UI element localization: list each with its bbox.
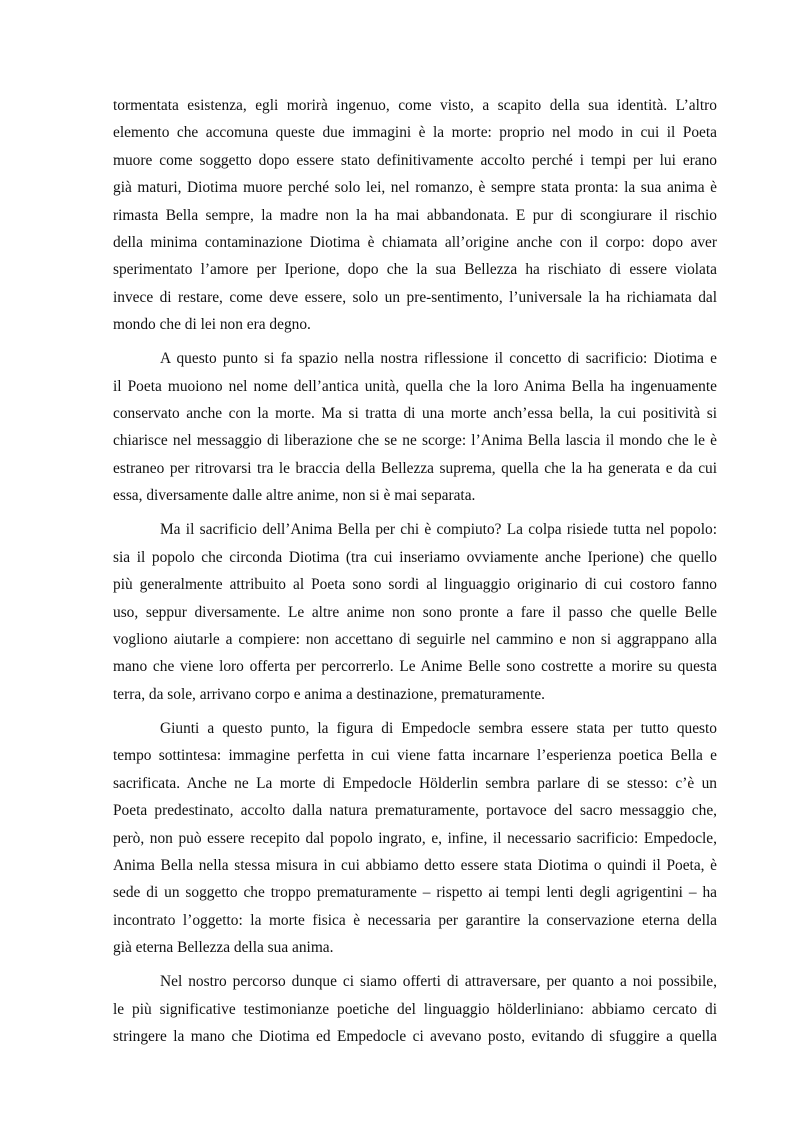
paragraph-gap xyxy=(113,510,717,517)
text-line: uso, seppur diversamente. Le altre anime non sono pronte a fare il passo che quelle Belle xyxy=(113,603,717,621)
paragraph xyxy=(113,715,717,962)
text-line: Anima Bella nella stessa misura in cui abbiamo detto essere stata Diotima o quindi il Poeta, è xyxy=(113,856,717,874)
text-line: A questo punto si fa spazio nella nostra riflessione il concetto di sacrificio: Diotima e xyxy=(160,350,717,368)
text-line: sperimentato l’amore per Iperione, dopo che la sua Bellezza ha rischiato di essere violata xyxy=(113,261,717,279)
text-line: vogliono aiutarle a compiere: non accettano di seguirle nel cammino e non si aggrappano alla xyxy=(113,631,717,649)
text-line: chiarisce nel messaggio di liberazione che se ne scorge: l’Anima Bella lascia il mondo che le è xyxy=(113,432,717,450)
text-line: elemento che accomuna queste due immagini è la morte: proprio nel modo in cui il Poeta xyxy=(113,124,717,142)
text-line: tormentata esistenza, egli morirà ingenuo, come visto, a scapito della sua identità. L’altro xyxy=(113,97,717,114)
text-line: sia il popolo che circonda Diotima (tra cui inseriamo ovviamente anche Iperione) che quello xyxy=(113,548,717,566)
paragraph-gap xyxy=(113,708,717,715)
text-line: Nel nostro percorso dunque ci siamo offerti di attraversare, per quanto a noi possibile, xyxy=(160,973,717,991)
text-line: conservato anche con la morte. Ma si tratta di una morte anch’essa bella, la cui positività si xyxy=(113,405,717,423)
paragraph xyxy=(113,92,717,339)
text-line: rimasta Bella sempre, la madre non la ha mai abbandonata. E pur di scongiurare il rischio xyxy=(113,206,717,224)
text-line: però, non può essere recepito dal popolo ingrato, e, infine, il necessario sacrificio: Empedocle, xyxy=(113,829,717,847)
text-line: Giunti a questo punto, la figura di Empedocle sembra essere stata per tutto questo xyxy=(160,719,717,737)
document-page xyxy=(113,92,717,1050)
text-line: le più significative testimonianze poetiche del linguaggio hölderliniano: abbiamo cercato di xyxy=(113,1000,717,1018)
text-line: essa, diversamente dalle altre anime, non si è mai separata. xyxy=(113,487,476,505)
text-line: Ma il sacrificio dell’Anima Bella per chi è compiuto? La colpa risiede tutta nel popolo: xyxy=(160,521,717,539)
text-line: più generalmente attribuito al Poeta sono sordi al linguaggio originario di cui costoro fanno xyxy=(113,576,717,594)
text-line: sede di un soggetto che troppo prematuramente – rispetto ai tempi lenti degli agrigentini – ha xyxy=(113,884,717,902)
text-line: incontrato l’oggetto: la morte fisica è necessaria per garantire la conservazione eterna della xyxy=(113,911,717,929)
text-line: mondo che di lei non era degno. xyxy=(113,316,311,334)
paragraph-gap xyxy=(113,962,717,969)
text-line: invece di restare, come deve essere, solo un pre-sentimento, l’universale la ha richiamata dal xyxy=(113,288,717,306)
text-line: Poeta predestinato, accolto dalla natura prematuramente, portavoce del sacro messaggio che, xyxy=(113,802,717,820)
paragraph xyxy=(113,968,717,1050)
paragraph-gap xyxy=(113,339,717,346)
text-line: stringere la mano che Diotima ed Empedocle ci avevano posto, evitando di sfuggire a quella xyxy=(113,1028,717,1046)
text-line: estraneo per ritrovarsi tra le braccia della Bellezza suprema, quella che la ha generata e da cui xyxy=(113,459,717,477)
text-line: il Poeta muoiono nel nome dell’antica unità, quella che la loro Anima Bella ha ingenuamente xyxy=(113,377,717,395)
text-line: sacrificata. Anche ne La morte di Empedocle Hölderlin sembra parlare di se stesso: c’è un xyxy=(113,774,717,792)
text-line: già eterna Bellezza della sua anima. xyxy=(113,939,334,957)
text-line: della minima contaminazione Diotima è chiamata all’origine anche con il corpo: dopo aver xyxy=(113,233,717,251)
text-line: già maturi, Diotima muore perché solo lei, nel romanzo, è sempre stata pronta: la sua anima è xyxy=(113,179,717,197)
text-line: tempo sottintesa: immagine perfetta in cui viene fatta incarnare l’esperienza poetica Bella e xyxy=(113,747,717,765)
paragraph xyxy=(113,345,717,509)
text-line: mano che viene loro offerta per percorrerlo. Le Anime Belle sono costrette a morire su questa xyxy=(113,658,717,676)
text-line: muore come soggetto dopo essere stato definitivamente accolto perché i tempi per lui erano xyxy=(113,151,717,169)
paragraph xyxy=(113,516,717,708)
text-line: terra, da sole, arrivano corpo e anima a destinazione, prematuramente. xyxy=(113,685,546,703)
